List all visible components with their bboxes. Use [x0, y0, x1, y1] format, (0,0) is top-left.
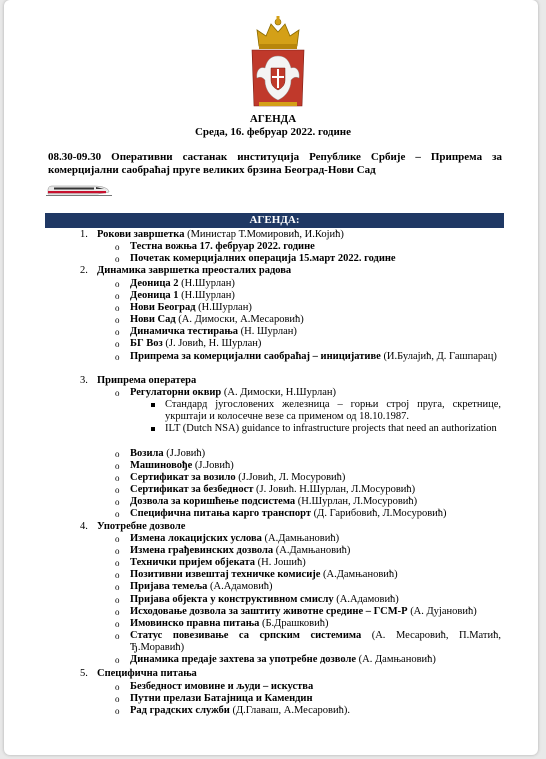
section-number: 1. [80, 229, 88, 240]
agenda-item-bold: Путни прелази Батајница и Камендин [130, 692, 313, 704]
section-heading [97, 265, 291, 277]
agenda-item [130, 681, 313, 693]
agenda-item-detail: (Д. Гарибовић, Л.Мосуровић) [311, 508, 447, 520]
hollow-bullet-icon: o [115, 302, 120, 313]
section-heading [97, 668, 197, 680]
agenda-item [130, 581, 273, 593]
agenda-item-detail: (J. Јовић. Н.Шурлан, Л.Мосуровић) [253, 484, 416, 496]
agenda-item-bold: Измена грађевинских дозвола [130, 544, 274, 556]
section-heading-bold: Припрема оператера [97, 374, 197, 386]
agenda-item [130, 278, 235, 290]
agenda-item-detail: (J. Јовић, Н. Шурлан) [162, 338, 262, 350]
agenda-item [130, 314, 304, 326]
meeting-title: Оперативни састанак институција Републике Србије – Припрема за комерцијални саобраћај пруге великих брзина Београд-Нови Сад [48, 151, 502, 176]
agenda-item-bold: Деоница 1 [130, 289, 179, 301]
section-number: 3. [80, 374, 88, 386]
agenda-item [130, 448, 205, 460]
agenda-item-detail: (Д.Главаш, А.Месаровић). [229, 704, 350, 716]
section-heading [97, 521, 185, 533]
agenda-item-detail: (J.Јовић) [192, 459, 234, 471]
agenda-item-detail: (А. Дујановић) [407, 605, 477, 617]
section-heading-bold: Употребне дозволе [97, 520, 186, 532]
agenda-item [130, 594, 399, 606]
agenda-item-bold: Исходовање дозвола за заштиту животне средине – ГСМ-Р [130, 605, 408, 617]
hollow-bullet-icon: o [115, 533, 120, 544]
agenda-item [130, 496, 417, 508]
agenda-item [130, 557, 306, 569]
train-icon [46, 183, 112, 197]
hollow-bullet-icon: o [115, 630, 120, 641]
hollow-bullet-icon: o [115, 582, 120, 593]
hollow-bullet-icon: o [115, 693, 120, 704]
agenda-item-bold: Сертификат за возило [130, 472, 236, 483]
agenda-item-detail: (А.Адамовић) [207, 581, 273, 593]
hollow-bullet-icon: o [115, 509, 120, 520]
agenda-item-detail: (А.Дамњановић) [320, 569, 398, 581]
section-number: 2. [80, 265, 88, 277]
hollow-bullet-icon: o [115, 485, 120, 496]
agenda-item-bold: Безбедност имовине и људи – искуства [130, 680, 314, 692]
hollow-bullet-icon: o [115, 339, 120, 350]
agenda-item [130, 569, 398, 581]
agenda-item-detail: (А.Дамњановић) [261, 532, 340, 544]
agenda-item-bold: Технички пријем објеката [130, 557, 255, 569]
agenda-item [130, 290, 235, 302]
agenda-item [130, 606, 477, 618]
hollow-bullet-icon: o [115, 497, 120, 508]
hollow-bullet-icon: o [115, 655, 120, 666]
agenda-item [130, 460, 234, 472]
agenda-item [130, 654, 436, 666]
section-heading [97, 229, 344, 241]
hollow-bullet-icon: o [115, 558, 120, 569]
agenda-item [130, 472, 345, 484]
agenda-item [130, 302, 252, 314]
agenda-item-bold: Тестна вожња 17. фебруар 2022. године [130, 241, 315, 253]
agenda-item-detail: (Н. Шурлан) [237, 326, 297, 338]
agenda-item [130, 705, 350, 717]
agenda-item-bold: Специфична питања карго транспорт [130, 508, 312, 520]
square-bullet-icon [151, 427, 155, 431]
section-heading-bold: Рокови завршетка [97, 229, 185, 240]
agenda-item-bold: Динамика предаје захтева за употребне дозволе [130, 654, 357, 666]
hollow-bullet-icon: o [115, 705, 120, 716]
agenda-item-bold: Дозвола за коришћење подсистема [130, 496, 296, 508]
agenda-header-bar: АГЕНДА: [45, 213, 504, 228]
agenda-item-bold: Имовинско правна питања [130, 617, 260, 629]
regulatory-subitem: Стандард југословених железница – горњи строј пруга, скретнице, укрштаји и колосечне везе са применом од 18.10.1987. [165, 399, 501, 423]
hollow-bullet-icon: o [115, 460, 120, 471]
hollow-bullet-icon: o [115, 327, 120, 338]
agenda-item-bold: БГ Воз [130, 338, 163, 350]
section-heading-bold: Специфична питања [97, 668, 197, 680]
agenda-item-bold: Машиновође [130, 459, 193, 471]
agenda-item-detail: (А. Дамњановић) [356, 654, 436, 666]
agenda-item [130, 241, 315, 253]
agenda-item-bold: Пријава темеља [130, 581, 208, 593]
agenda-item-detail: (Н.Шурлан) [178, 277, 235, 289]
square-bullet-icon [151, 403, 155, 407]
hollow-bullet-icon: o [115, 290, 120, 301]
hollow-bullet-icon: o [115, 278, 120, 289]
agenda-item-detail: (А. Димоски, Н.Шурлан) [221, 386, 336, 398]
agenda-item [130, 338, 261, 350]
section-heading-detail: (Министар Т.Момировић, И.Којић) [184, 229, 344, 240]
agenda-item [130, 630, 501, 654]
agenda-item-detail: (А. Месаровић, П.Матић, Ђ.Моравић) [130, 629, 501, 653]
agenda-item-bold: Нови Београд [130, 301, 196, 313]
agenda-item-bold: Позитивни извештај техничке комисије [130, 569, 321, 581]
regulatory-subitem: ILT (Dutch NSA) guidance to infrastructure projects that need an authorization [165, 423, 497, 435]
hollow-bullet-icon: o [115, 594, 120, 605]
agenda-item [130, 508, 447, 520]
agenda-item-detail: (А. Димоски, А.Месаровић) [175, 314, 304, 326]
hollow-bullet-icon: o [115, 681, 120, 692]
meeting-description [48, 151, 502, 177]
agenda-item [130, 533, 339, 545]
agenda-item-bold: Измена локацијских услова [130, 532, 262, 544]
agenda-item-detail: (Н.Шурлан) [178, 289, 235, 301]
agenda-item-bold: Рад градских служби [130, 704, 230, 716]
agenda-item-bold: Нови Сад [130, 314, 176, 326]
section-heading-bold: Динамика завршетка преосталих радова [97, 265, 292, 277]
hollow-bullet-icon: o [115, 448, 120, 459]
agenda-item-bold: Деоница 2 [130, 277, 179, 289]
agenda-item-detail: (А.Адамовић) [333, 593, 399, 605]
section-number: 4. [80, 520, 88, 532]
agenda-item [130, 618, 328, 630]
agenda-item [130, 351, 501, 363]
meeting-time: 08.30-09.30 [48, 151, 102, 163]
hollow-bullet-icon: o [115, 606, 120, 617]
hollow-bullet-icon: o [115, 254, 120, 265]
agenda-item-detail: (И.Булајић, Д. Гашпарац) [380, 350, 497, 362]
agenda-item [130, 326, 297, 338]
agenda-item-detail: (Н.Шурлан) [195, 301, 252, 313]
hollow-bullet-icon: o [115, 242, 120, 253]
meeting-date: Среда, 16. фебруар 2022. године [194, 126, 352, 138]
agenda-item-bold: Припрема за комерцијални саобраћај – иницијативе [130, 350, 381, 362]
agenda-item-bold: Пријава објекта у конструктивном смислу [130, 593, 334, 605]
hollow-bullet-icon: o [115, 315, 120, 326]
agenda-item-detail: (Н. Јошић) [255, 557, 306, 569]
agenda-item-detail: (А.Дамњановић) [273, 544, 351, 556]
agenda-item [130, 484, 415, 496]
agenda-item-bold: Динамичка тестирања [130, 326, 238, 338]
agenda-item-detail: (J.Јовић, Л. Мосуровић) [235, 472, 346, 483]
hollow-bullet-icon: o [115, 570, 120, 581]
agenda-item [130, 693, 313, 705]
hollow-bullet-icon: o [115, 618, 120, 629]
agenda-item-detail: (Б.Драшковић) [259, 617, 329, 629]
hollow-bullet-icon: o [115, 473, 120, 483]
agenda-item-bold: Возила [130, 447, 164, 459]
agenda-item [130, 387, 336, 399]
agenda-item [130, 545, 350, 557]
agenda-item-detail: (Н.Шурлан, Л.Мосуровић) [295, 496, 418, 508]
agenda-item [130, 253, 396, 265]
agenda-item-bold: Почетак комерцијалних операција 15.март 2022. године [130, 253, 396, 265]
agenda-item-bold: Сертификат за безбедност [130, 484, 254, 496]
agenda-item-bold: Регулаторни оквир [130, 386, 222, 398]
section-number: 5. [80, 668, 88, 680]
agenda-item-detail: (J.Јовић) [163, 447, 206, 459]
hollow-bullet-icon: o [115, 545, 120, 556]
section-heading [97, 375, 196, 387]
hollow-bullet-icon: o [115, 351, 120, 362]
page-title: АГЕНДА [249, 113, 297, 125]
hollow-bullet-icon: o [115, 387, 120, 398]
agenda-item-bold: Статус повезивање са српским системима [130, 629, 362, 641]
serbian-coat-of-arms-icon [249, 16, 307, 112]
